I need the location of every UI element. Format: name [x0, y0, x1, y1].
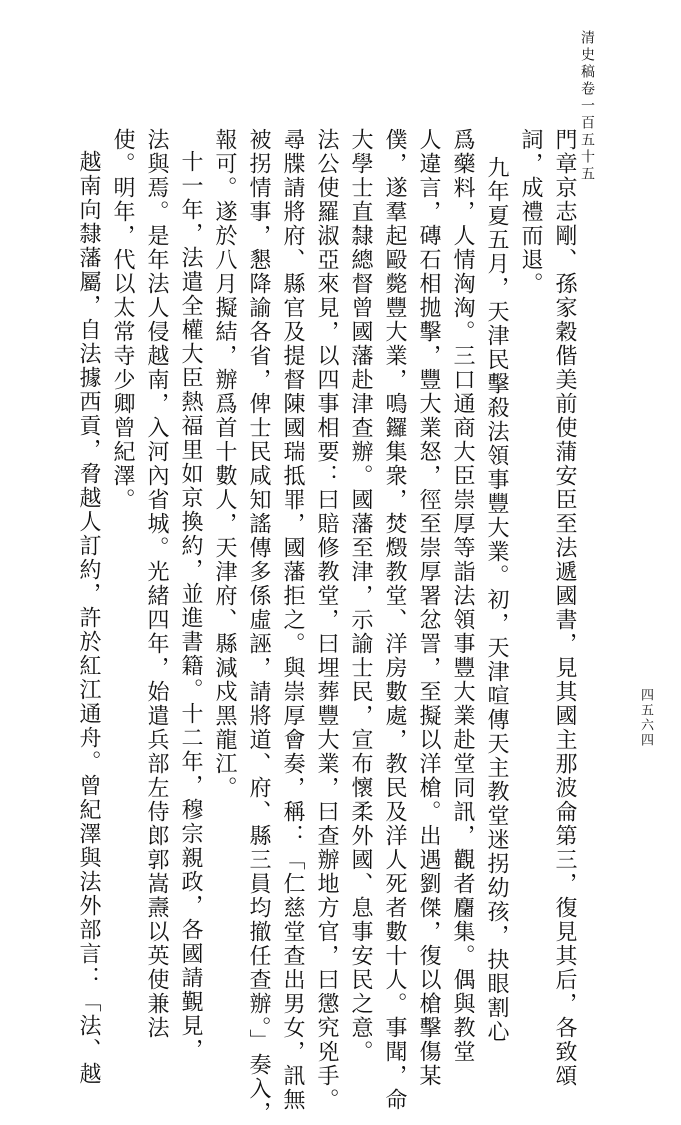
text-column: 使。明年，代以太常寺少卿曾紀澤。 — [110, 128, 135, 512]
text-column: 詞，成禮而退。 — [518, 128, 543, 296]
running-title: 清史稿卷一百五十五 — [579, 30, 595, 183]
text-column: 十一年，法遣全權大臣熱福里如京換約，並進書籍。十二年，穆宗親政，各國請覲見， — [178, 150, 203, 1062]
text-column: 報可。遂於八月擬結，辦爲首十數人，天津府、縣減戍黑龍江。 — [212, 128, 237, 800]
text-column: 人違言，磚石相拋擊，豐大業怒，徑至崇厚署忿詈，至擬以洋槍。出遇劉傑，復以槍擊傷某 — [416, 128, 441, 1088]
text-column: 法與焉。是年法人侵越南，入河內省城。光緒四年，始遣兵部左侍郎郭嵩燾以英使兼法 — [144, 128, 169, 1040]
text-column: 越南向隸藩屬，自法據西貢，脅越人訂約，許於紅江通舟。曾紀澤與法外部言：「法、越 — [76, 150, 101, 1086]
text-column: 被拐情事，懇降諭各省，俾士民咸知謠傳多係虛誣，請將道、府、縣三員均撤任查辦。」奏入， — [246, 128, 271, 1125]
text-column: 僕，遂羣起毆斃豐大業，鳴鑼集衆，焚燬教堂、洋房數處，教民及洋人死者數十人。事聞，命 — [382, 128, 407, 1112]
text-column: 門章京志剛、孫家穀偕美前使蒲安臣至法遞國書，見其國主那波侖第三，復見其后，各致頌 — [552, 128, 577, 1088]
text-column: 大學士直隸總督曾國藩赴津查辦。國藩至津，示諭士民，宣布懷柔外國、息事安民之意。 — [348, 128, 373, 1064]
text-column: 九年夏五月，天津民擊殺法領事豐大業。初，天津喧傳天主教堂迷拐幼孩，抉眼割心 — [484, 156, 509, 1044]
text-column: 法公使羅淑亞來見，以四事相要：曰賠修教堂，曰埋葬豐大業，曰查辦地方官，曰懲究兇手。 — [314, 128, 339, 1112]
body-text — [21, 128, 581, 1125]
page-number: 四五六四 — [638, 688, 653, 748]
text-column: 尋牒請將府、縣官及提督陳國瑞抵罪，國藩拒之。與崇厚會奏，稱：「仁慈堂查出男女，訊無 — [280, 128, 305, 1112]
text-column: 爲藥料，人情洶洶。三口通商大臣崇厚等詣法領事豐大業赴堂同訊，觀者麕集。偶與教堂 — [450, 128, 475, 1064]
